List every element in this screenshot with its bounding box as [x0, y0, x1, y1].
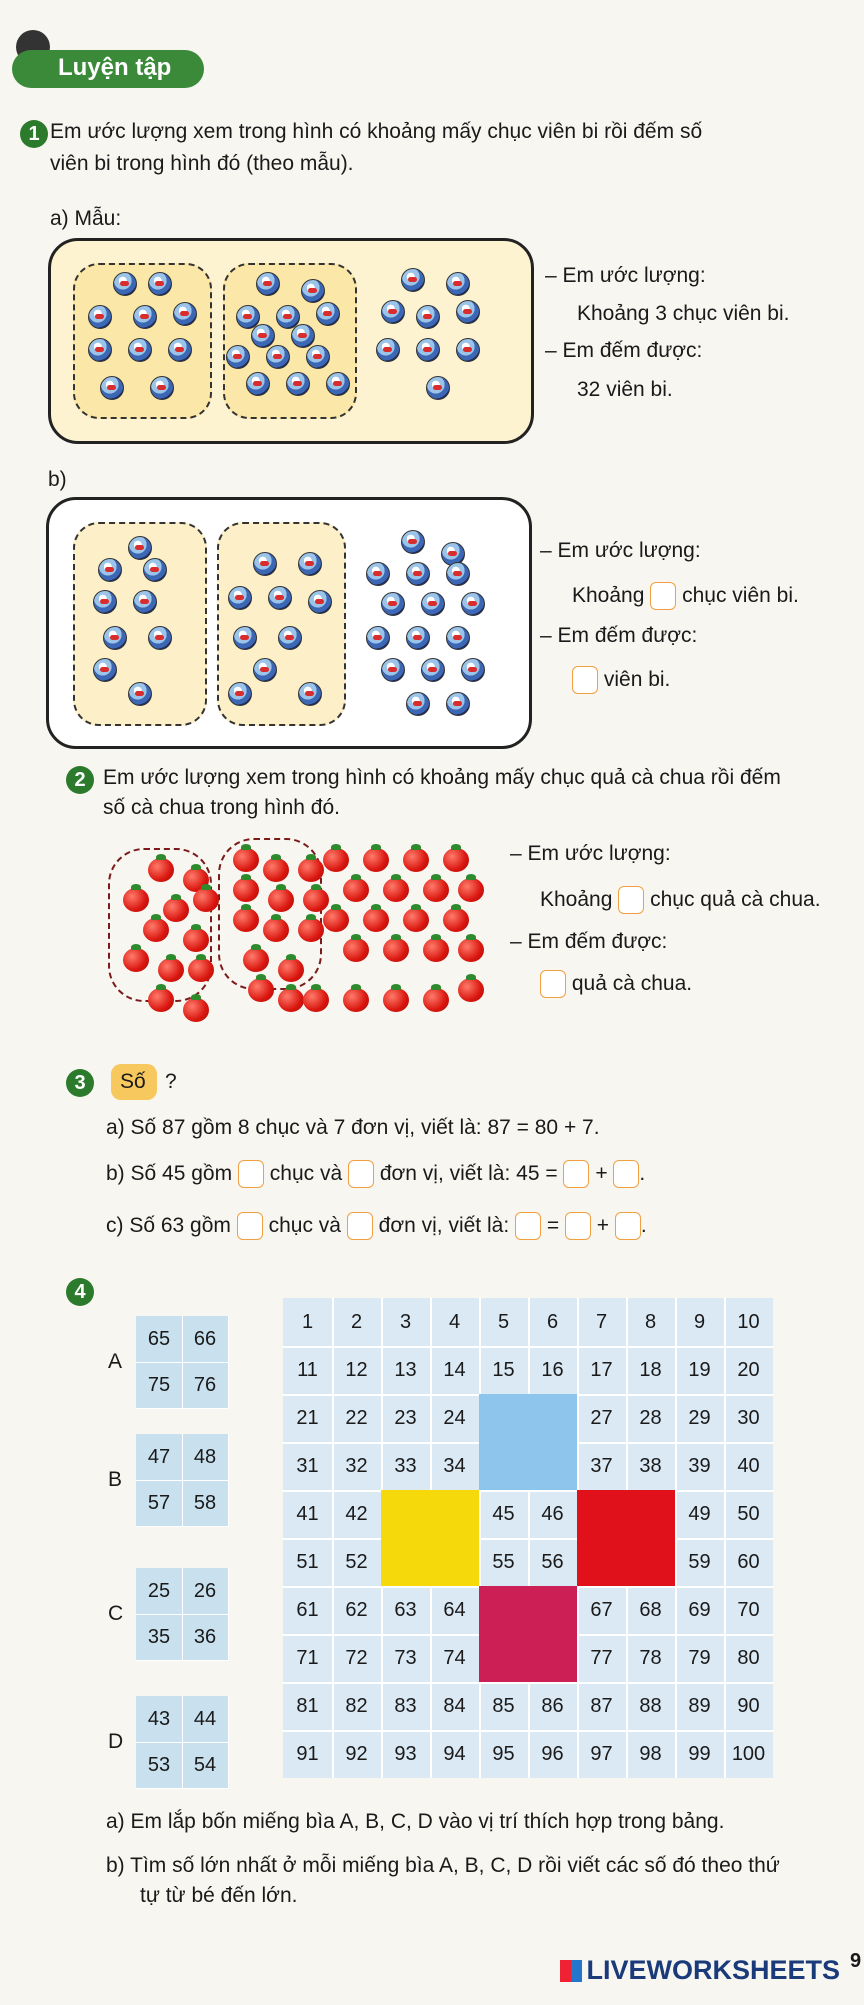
grid-cell: 99: [688, 1743, 711, 1765]
tomato-icon: [123, 948, 149, 972]
ex1-prompt-line2: viên bi trong hình đó (theo mẫu).: [50, 152, 354, 175]
tomato-icon: [263, 858, 289, 882]
tomato-icon: [343, 878, 369, 902]
tomato-icon: [458, 878, 484, 902]
card-cell: 75: [136, 1362, 183, 1409]
grid-cell: 10: [737, 1311, 760, 1333]
marble-icon: [381, 592, 405, 616]
marble-icon: [133, 590, 157, 614]
card-label-b: B: [108, 1468, 123, 1491]
card-cell: 66: [182, 1316, 229, 1363]
ex3-c-dot: .: [640, 1214, 647, 1237]
tomato-icon: [123, 888, 149, 912]
tomato-icon: [458, 938, 484, 962]
marble-icon: [416, 338, 440, 362]
marble-icon: [406, 626, 430, 650]
marble-icon: [148, 272, 172, 296]
ex3-b-dot: .: [639, 1162, 646, 1185]
ex1-a-label: a) Mẫu:: [50, 207, 122, 230]
ex1-b-count-input[interactable]: [572, 666, 598, 694]
grid-cell: 37: [590, 1455, 613, 1477]
ex3-b: [106, 1160, 645, 1188]
grid-cell: 60: [737, 1551, 760, 1573]
card-cell: 36: [182, 1614, 229, 1661]
header-title: Luyện tập: [58, 54, 172, 81]
marble-icon: [228, 682, 252, 706]
marble-icon: [306, 345, 330, 369]
marble-icon: [298, 682, 322, 706]
grid-cell: 12: [345, 1359, 368, 1381]
grid-cell: 61: [296, 1599, 319, 1621]
grid-cell: 4: [448, 1311, 461, 1333]
card-cell: 48: [182, 1434, 229, 1481]
grid-cell: 81: [296, 1695, 319, 1717]
ex3-b-mid2: đơn vị, viết là: 45 =: [379, 1162, 558, 1185]
grid-cell: 34: [443, 1455, 466, 1477]
grid-cell: 94: [443, 1743, 466, 1765]
marble-icon: [456, 338, 480, 362]
marble-icon: [416, 305, 440, 329]
tomato-icon: [343, 988, 369, 1012]
grid-gap-c[interactable]: [479, 1394, 577, 1490]
card-cell: 35: [136, 1614, 183, 1661]
grid-cell: 14: [443, 1359, 466, 1381]
marble-icon: [421, 658, 445, 682]
ex1-b-estimate-pre: Khoảng: [572, 584, 645, 607]
card-cell: 47: [136, 1434, 183, 1481]
ex1-prompt-line1: Em ước lượng xem trong hình có khoảng mấy chục viên bi rồi đếm số: [50, 120, 703, 143]
grid-cell: 24: [443, 1407, 466, 1429]
grid-cell: 97: [590, 1743, 613, 1765]
marble-icon: [401, 268, 425, 292]
tomato-icon: [243, 948, 269, 972]
grid-cell: 88: [639, 1695, 662, 1717]
ex4-question-a: a) Em lắp bốn miếng bìa A, B, C, D vào vị trí thích hợp trong bảng.: [106, 1810, 725, 1833]
grid-cell: 38: [639, 1455, 662, 1477]
ex2-estimate-line: [540, 886, 821, 914]
ex2-count-input[interactable]: [540, 970, 566, 998]
marble-icon: [446, 692, 470, 716]
tomato-icon: [248, 978, 274, 1002]
marble-icon: [376, 338, 400, 362]
grid-cell: 67: [590, 1599, 613, 1621]
card-label-c: C: [108, 1602, 124, 1625]
card-label-d: D: [108, 1730, 124, 1753]
tomato-icon: [268, 888, 294, 912]
tomato-icon: [278, 988, 304, 1012]
marble-icon: [150, 376, 174, 400]
tomato-icon: [183, 998, 209, 1022]
grid-cell: 63: [394, 1599, 417, 1621]
grid-cell: 52: [345, 1551, 368, 1573]
tomato-icon: [443, 848, 469, 872]
grid-cell: 55: [492, 1551, 515, 1573]
grid-cell: 56: [541, 1551, 564, 1573]
grid-cell: 20: [737, 1359, 760, 1381]
marble-icon: [381, 658, 405, 682]
marble-icon: [326, 372, 350, 396]
marble-icon: [88, 338, 112, 362]
marble-icon: [98, 558, 122, 582]
grid-cell: 8: [644, 1311, 657, 1333]
grid-cell: 2: [350, 1311, 363, 1333]
marble-icon: [133, 305, 157, 329]
marble-icon: [128, 338, 152, 362]
grid-gap-d[interactable]: [381, 1490, 479, 1586]
ex3-c-units-input[interactable]: [347, 1212, 373, 1240]
ex1-b-count-line: [572, 666, 670, 694]
marble-icon: [421, 592, 445, 616]
ex2-estimate-pre: Khoảng: [540, 888, 613, 911]
marble-icon: [93, 658, 117, 682]
grid-cell: 31: [296, 1455, 319, 1477]
tomato-icon: [148, 988, 174, 1012]
tomato-icon: [303, 988, 329, 1012]
grid-cell: 96: [541, 1743, 564, 1765]
ex3-b-tens-input[interactable]: [238, 1160, 264, 1188]
grid-cell: 19: [688, 1359, 711, 1381]
grid-cell: 41: [296, 1503, 319, 1525]
ex3-b-mid1: chục và: [269, 1162, 343, 1185]
grid-cell: 91: [296, 1743, 319, 1765]
grid-cell: 90: [737, 1695, 760, 1717]
tomato-icon: [343, 938, 369, 962]
grid-cell: 16: [541, 1359, 564, 1381]
card-cell: 54: [182, 1742, 229, 1789]
number-grid: [283, 1298, 773, 1778]
grid-cell: 17: [590, 1359, 613, 1381]
marble-icon: [446, 562, 470, 586]
page-number: 9: [850, 1950, 862, 1972]
card-cell: 43: [136, 1696, 183, 1743]
grid-cell: 89: [688, 1695, 711, 1717]
ex2-prompt-line2: số cà chua trong hình đó.: [103, 796, 340, 819]
grid-cell: 69: [688, 1599, 711, 1621]
grid-cell: 64: [443, 1599, 466, 1621]
marble-icon: [251, 324, 275, 348]
marble-icon: [426, 376, 450, 400]
ex1-b-label: b): [48, 468, 67, 491]
tomato-icon: [233, 878, 259, 902]
marble-icon: [88, 305, 112, 329]
marble-icon: [113, 272, 137, 296]
tomato-icon: [403, 908, 429, 932]
grid-cell: 28: [639, 1407, 662, 1429]
grid-cell: 40: [737, 1455, 760, 1477]
grid-cell: 71: [296, 1647, 319, 1669]
marble-icon: [173, 302, 197, 326]
ex1-b-estimate-post: chục viên bi.: [682, 584, 799, 607]
card-label-a: A: [108, 1350, 123, 1373]
tomato-icon: [383, 878, 409, 902]
tomato-icon: [298, 918, 324, 942]
ex3-c-sum1-input[interactable]: [565, 1212, 591, 1240]
marble-icon: [366, 562, 390, 586]
ex4-question-b-line2: tự từ bé đến lớn.: [140, 1884, 298, 1907]
grid-cell: 70: [737, 1599, 760, 1621]
ex1-a-estimate-value: Khoảng 3 chục viên bi.: [577, 302, 790, 325]
ex3-c-number-input[interactable]: [515, 1212, 541, 1240]
ex3-b-plus: +: [595, 1162, 608, 1185]
grid-line: [724, 1298, 726, 1778]
grid-line: [283, 1538, 773, 1540]
marble-icon: [456, 300, 480, 324]
card-cell: 58: [182, 1480, 229, 1527]
card-cell: 65: [136, 1316, 183, 1363]
grid-cell: 23: [394, 1407, 417, 1429]
grid-cell: 15: [492, 1359, 515, 1381]
ex2-estimate-post: chục quả cà chua.: [650, 888, 821, 911]
ex1-b-count-label: – Em đếm được:: [540, 624, 698, 647]
marble-icon: [316, 302, 340, 326]
grid-cell: 95: [492, 1743, 515, 1765]
marble-icon: [268, 586, 292, 610]
grid-cell: 39: [688, 1455, 711, 1477]
grid-cell: 11: [297, 1359, 318, 1381]
grid-cell: 33: [394, 1455, 417, 1477]
ex2-count-post: quả cà chua.: [571, 972, 693, 995]
grid-line: [283, 1730, 773, 1732]
marble-icon: [381, 300, 405, 324]
marble-icon: [226, 345, 250, 369]
ex1-a-count-label: – Em đếm được:: [545, 339, 703, 362]
grid-cell: 92: [345, 1743, 368, 1765]
card-cell: 26: [182, 1568, 229, 1615]
ex2-count-line: [540, 970, 692, 998]
tomato-icon: [298, 858, 324, 882]
marble-icon: [278, 626, 302, 650]
marble-icon: [256, 272, 280, 296]
grid-cell: 79: [688, 1647, 711, 1669]
grid-cell: 42: [345, 1503, 368, 1525]
marble-icon: [148, 626, 172, 650]
grid-cell: 59: [688, 1551, 711, 1573]
ex3-b-units-input[interactable]: [348, 1160, 374, 1188]
card-cell: 76: [182, 1362, 229, 1409]
ex2-estimate-label: – Em ước lượng:: [510, 842, 671, 865]
marble-icon: [143, 558, 167, 582]
grid-cell: 80: [737, 1647, 760, 1669]
tomato-icon: [443, 908, 469, 932]
grid-cell: 83: [394, 1695, 417, 1717]
grid-line: [675, 1298, 677, 1778]
grid-cell: 50: [737, 1503, 760, 1525]
grid-cell: 100: [731, 1743, 766, 1765]
tomato-icon: [233, 848, 259, 872]
grid-cell: 45: [492, 1503, 515, 1525]
ex1-b-count-post: viên bi.: [603, 668, 671, 691]
tomato-icon: [278, 958, 304, 982]
grid-cell: 1: [301, 1311, 314, 1333]
ex3-c-pre: c) Số 63 gồm: [106, 1214, 231, 1237]
ex4-number: 4: [66, 1278, 94, 1306]
marble-icon: [246, 372, 270, 396]
grid-cell: 9: [693, 1311, 706, 1333]
marble-icon: [253, 658, 277, 682]
grid-cell: 85: [492, 1695, 515, 1717]
marble-icon: [128, 536, 152, 560]
tomato-icon: [363, 848, 389, 872]
ex2-estimate-input[interactable]: [618, 886, 644, 914]
card-d[interactable]: [136, 1696, 228, 1788]
grid-cell: 87: [590, 1695, 613, 1717]
grid-cell: 27: [590, 1407, 613, 1429]
ex3-question-mark: ?: [165, 1070, 177, 1093]
worksheet-logo-icon: [560, 1960, 582, 1982]
marble-icon: [100, 376, 124, 400]
ex3-c: [106, 1212, 647, 1240]
ex3-c-sum2-input[interactable]: [615, 1212, 641, 1240]
grid-cell: 51: [296, 1551, 319, 1573]
tomato-icon: [423, 878, 449, 902]
grid-cell: 62: [345, 1599, 368, 1621]
ex3-b-pre: b) Số 45 gồm: [106, 1162, 233, 1185]
tomato-icon: [233, 908, 259, 932]
card-cell: 44: [182, 1696, 229, 1743]
ex2-count-label: – Em đếm được:: [510, 930, 668, 953]
tomato-icon: [383, 988, 409, 1012]
marble-icon: [301, 279, 325, 303]
grid-line: [283, 1682, 773, 1684]
tomato-icon: [423, 988, 449, 1012]
marble-icon: [253, 552, 277, 576]
ex1-b-estimate-input[interactable]: [650, 582, 676, 610]
grid-gap-a[interactable]: [479, 1586, 577, 1682]
marble-icon: [291, 324, 315, 348]
grid-cell: 77: [590, 1647, 613, 1669]
card-a[interactable]: [136, 1316, 228, 1408]
grid-cell: 32: [345, 1455, 368, 1477]
tomato-icon: [188, 958, 214, 982]
grid-cell: 3: [399, 1311, 412, 1333]
ex3-b-sum1-input[interactable]: [563, 1160, 589, 1188]
card-cell: 53: [136, 1742, 183, 1789]
grid-cell: 74: [443, 1647, 466, 1669]
ex1-number: 1: [20, 120, 48, 148]
tomato-icon: [423, 938, 449, 962]
marble-icon: [446, 626, 470, 650]
grid-cell: 22: [345, 1407, 368, 1429]
grid-cell: 46: [541, 1503, 564, 1525]
tomato-icon: [403, 848, 429, 872]
ex4-question-b-line1: b) Tìm số lớn nhất ở mỗi miếng bìa A, B, C, D rồi viết các số đó theo thứ: [106, 1854, 780, 1877]
grid-cell: 49: [688, 1503, 711, 1525]
card-cell: 25: [136, 1568, 183, 1615]
ex3-c-tens-input[interactable]: [237, 1212, 263, 1240]
marble-icon: [266, 345, 290, 369]
grid-cell: 84: [443, 1695, 466, 1717]
card-c[interactable]: [136, 1568, 228, 1660]
marble-icon: [128, 682, 152, 706]
grid-cell: 98: [639, 1743, 662, 1765]
marble-icon: [406, 562, 430, 586]
grid-cell: 86: [541, 1695, 564, 1717]
tomato-icon: [183, 928, 209, 952]
ex1-a-count-value: 32 viên bi.: [577, 378, 673, 401]
grid-cell: 93: [394, 1743, 417, 1765]
tomato-icon: [143, 918, 169, 942]
grid-cell: 78: [639, 1647, 662, 1669]
ex3-badge-text: Số: [120, 1070, 146, 1093]
tomato-icon: [158, 958, 184, 982]
grid-cell: 6: [546, 1311, 559, 1333]
tomato-icon: [323, 908, 349, 932]
marble-icon: [168, 338, 192, 362]
tomato-icon: [303, 888, 329, 912]
footer-brand-text: LIVEWORKSHEETS: [586, 1955, 840, 1985]
grid-cell: 30: [737, 1407, 760, 1429]
ex1-a-estimate-label: – Em ước lượng:: [545, 264, 706, 287]
marble-icon: [461, 658, 485, 682]
marble-icon: [366, 626, 390, 650]
marble-icon: [233, 626, 257, 650]
tomato-icon: [323, 848, 349, 872]
footer-brand: [560, 1955, 840, 1986]
grid-cell: 72: [345, 1647, 368, 1669]
ex3-number: 3: [66, 1069, 94, 1097]
marble-icon: [461, 592, 485, 616]
ex2-number: 2: [66, 766, 94, 794]
header-badge: [6, 30, 206, 86]
marble-icon: [93, 590, 117, 614]
ex3-c-mid2: đơn vị, viết là:: [378, 1214, 510, 1237]
tomato-icon: [148, 858, 174, 882]
marble-icon: [298, 552, 322, 576]
ex3-a: a) Số 87 gồm 8 chục và 7 đơn vị, viết là: 87 = 80 + 7.: [106, 1116, 600, 1139]
tomato-icon: [163, 898, 189, 922]
ex3-c-mid1: chục và: [268, 1214, 341, 1237]
grid-cell: 29: [688, 1407, 711, 1429]
marble-icon: [103, 626, 127, 650]
grid-gap-b[interactable]: [577, 1490, 675, 1586]
card-b[interactable]: [136, 1434, 228, 1526]
ex2-prompt-line1: Em ước lượng xem trong hình có khoảng mấy chục quả cà chua rồi đếm: [103, 766, 781, 789]
grid-cell: 21: [296, 1407, 319, 1429]
ex1-b-estimate-line: [572, 582, 799, 610]
ex3-b-sum2-input[interactable]: [613, 1160, 639, 1188]
ex3-c-plus: +: [596, 1214, 610, 1237]
ex3-c-eq: =: [546, 1214, 560, 1237]
marble-icon: [308, 590, 332, 614]
grid-cell: 5: [497, 1311, 510, 1333]
tomato-icon: [383, 938, 409, 962]
ex1-b-estimate-label: – Em ước lượng:: [540, 539, 701, 562]
tomato-icon: [193, 888, 219, 912]
marble-icon: [286, 372, 310, 396]
grid-cell: 82: [345, 1695, 368, 1717]
marble-icon: [406, 692, 430, 716]
grid-cell: 13: [394, 1359, 417, 1381]
card-cell: 57: [136, 1480, 183, 1527]
marble-icon: [401, 530, 425, 554]
tomato-icon: [363, 908, 389, 932]
tomato-icon: [263, 918, 289, 942]
grid-cell: 68: [639, 1599, 662, 1621]
grid-cell: 18: [639, 1359, 662, 1381]
marble-icon: [446, 272, 470, 296]
marble-icon: [228, 586, 252, 610]
grid-cell: 73: [394, 1647, 417, 1669]
grid-cell: 7: [595, 1311, 608, 1333]
tomato-icon: [458, 978, 484, 1002]
